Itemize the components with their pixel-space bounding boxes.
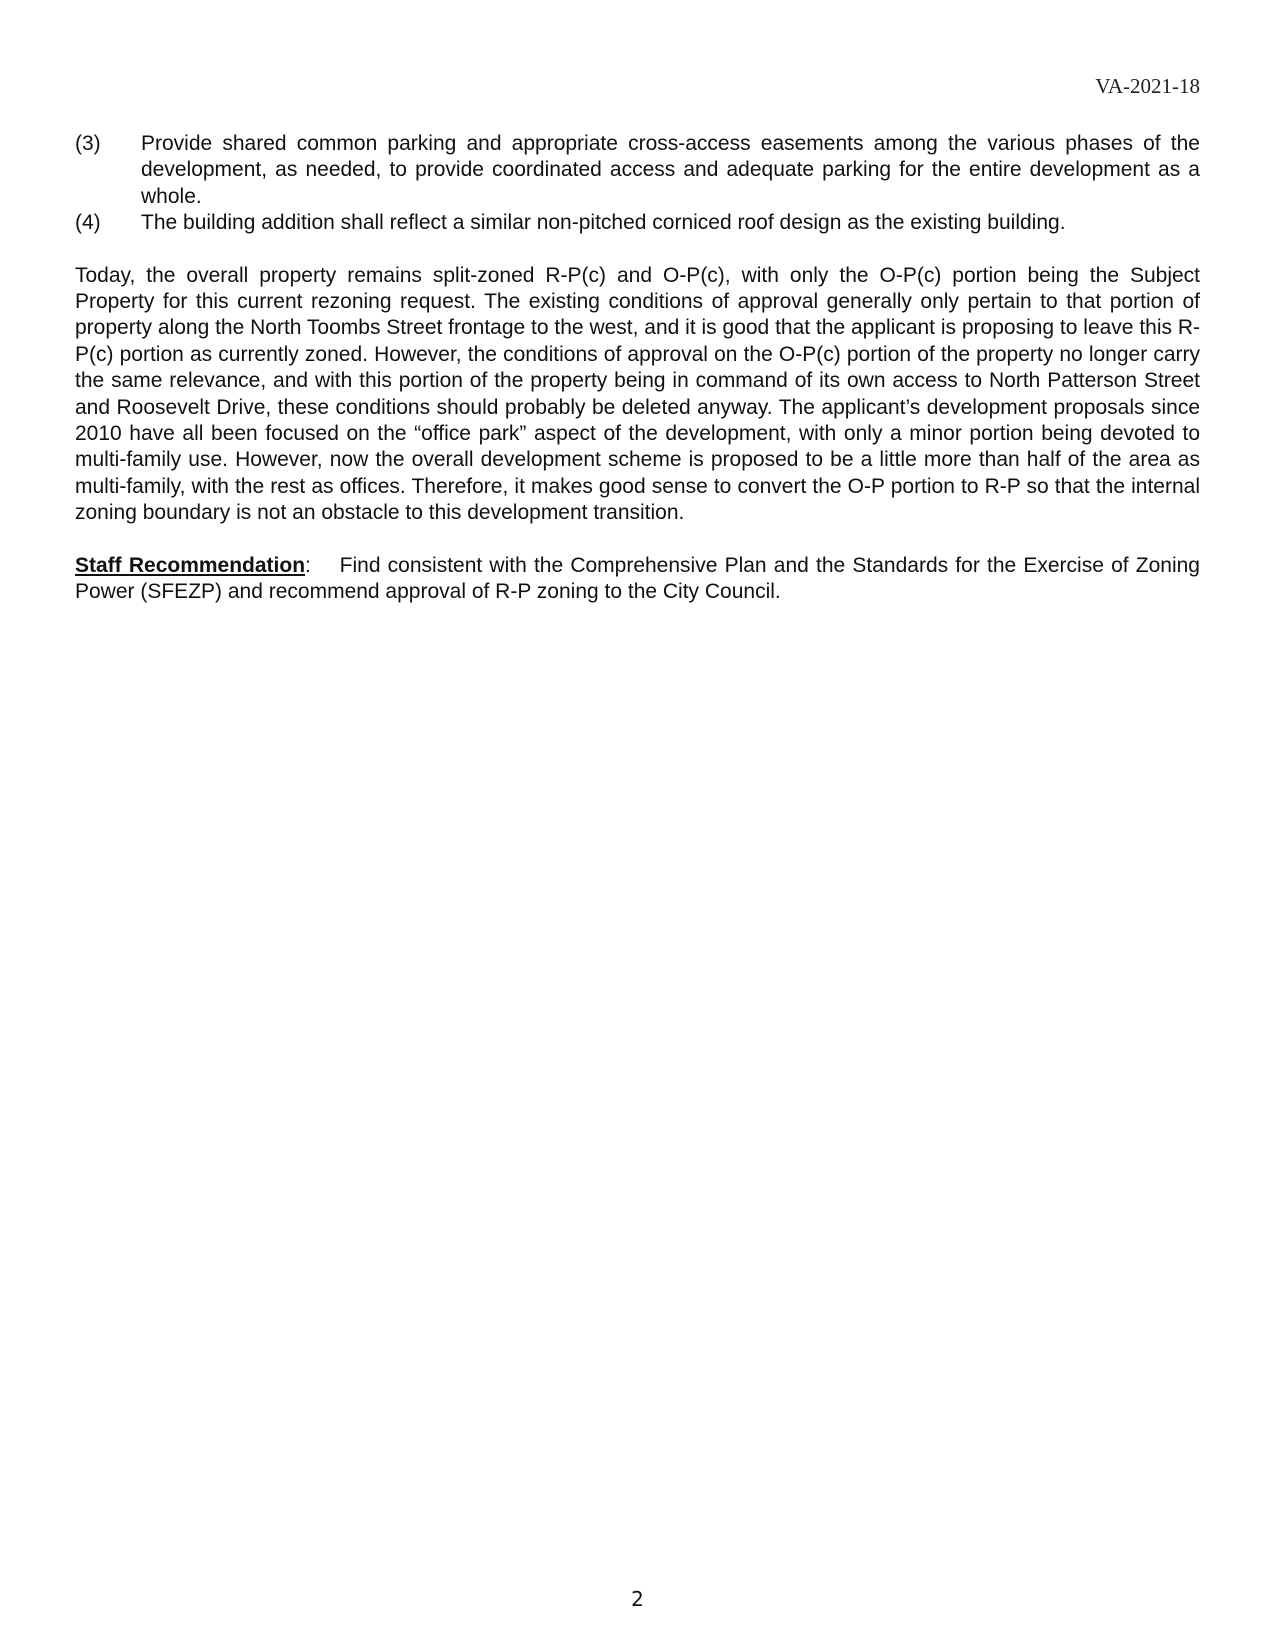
page-number: 2 — [631, 1587, 644, 1611]
condition-text: The building addition shall reflect a similar non-pitched corniced roof design as the existing building. — [141, 211, 1066, 235]
condition-item — [75, 210, 1200, 236]
recommendation-text: Find consistent with the Comprehensive Plan and the Standards for the Exercise of Zoning Power (SFEZP) and recommend approval of R-P zoning to the City Council. — [75, 553, 1200, 604]
recommendation-label: Staff Recommendation — [75, 553, 306, 577]
staff-recommendation — [75, 553, 1200, 606]
condition-text: Provide shared common parking and appropriate cross-access easements among the various phases of the development, as needed, to provide coordinated access and adequate parking for the entire development as a whole. — [141, 132, 1200, 208]
condition-item — [75, 131, 1200, 210]
case-number: VA-2021-18 — [1095, 74, 1200, 98]
condition-number: (4) — [75, 211, 101, 235]
recommendation-separator: : — [305, 553, 311, 577]
conditions-list — [75, 131, 1200, 237]
page-content — [75, 131, 1200, 606]
analysis-paragraph: Today, the overall property remains split-zoned R-P(c) and O-P(c), with only the O-P(c) portion being the Subject Property for this current rezoning request. The existing conditions of approval generally only pertain to that portion of property along the North Toombs Street frontage to the west, and it is good that the applicant is proposing to leave this R-P(c) portion as currently zoned. However, the conditions of approval on the O-P(c) portion of the property no longer carry the same relevance, and with this portion of the property being in command of its own access to North Patterson Street and Roosevelt Drive, these conditions should probably be deleted anyway. The applicant’s development proposals since 2010 have all been focused on the “office park” aspect of the development, with only a minor portion being devoted to multi-family use. However, now the overall development scheme is proposed to be a little more than half of the area as multi-family, with the rest as offices. Therefore, it makes good sense to convert the O-P portion to R-P so that the internal zoning boundary is not an obstacle to this development transition. — [75, 263, 1200, 525]
condition-number: (3) — [75, 132, 101, 155]
